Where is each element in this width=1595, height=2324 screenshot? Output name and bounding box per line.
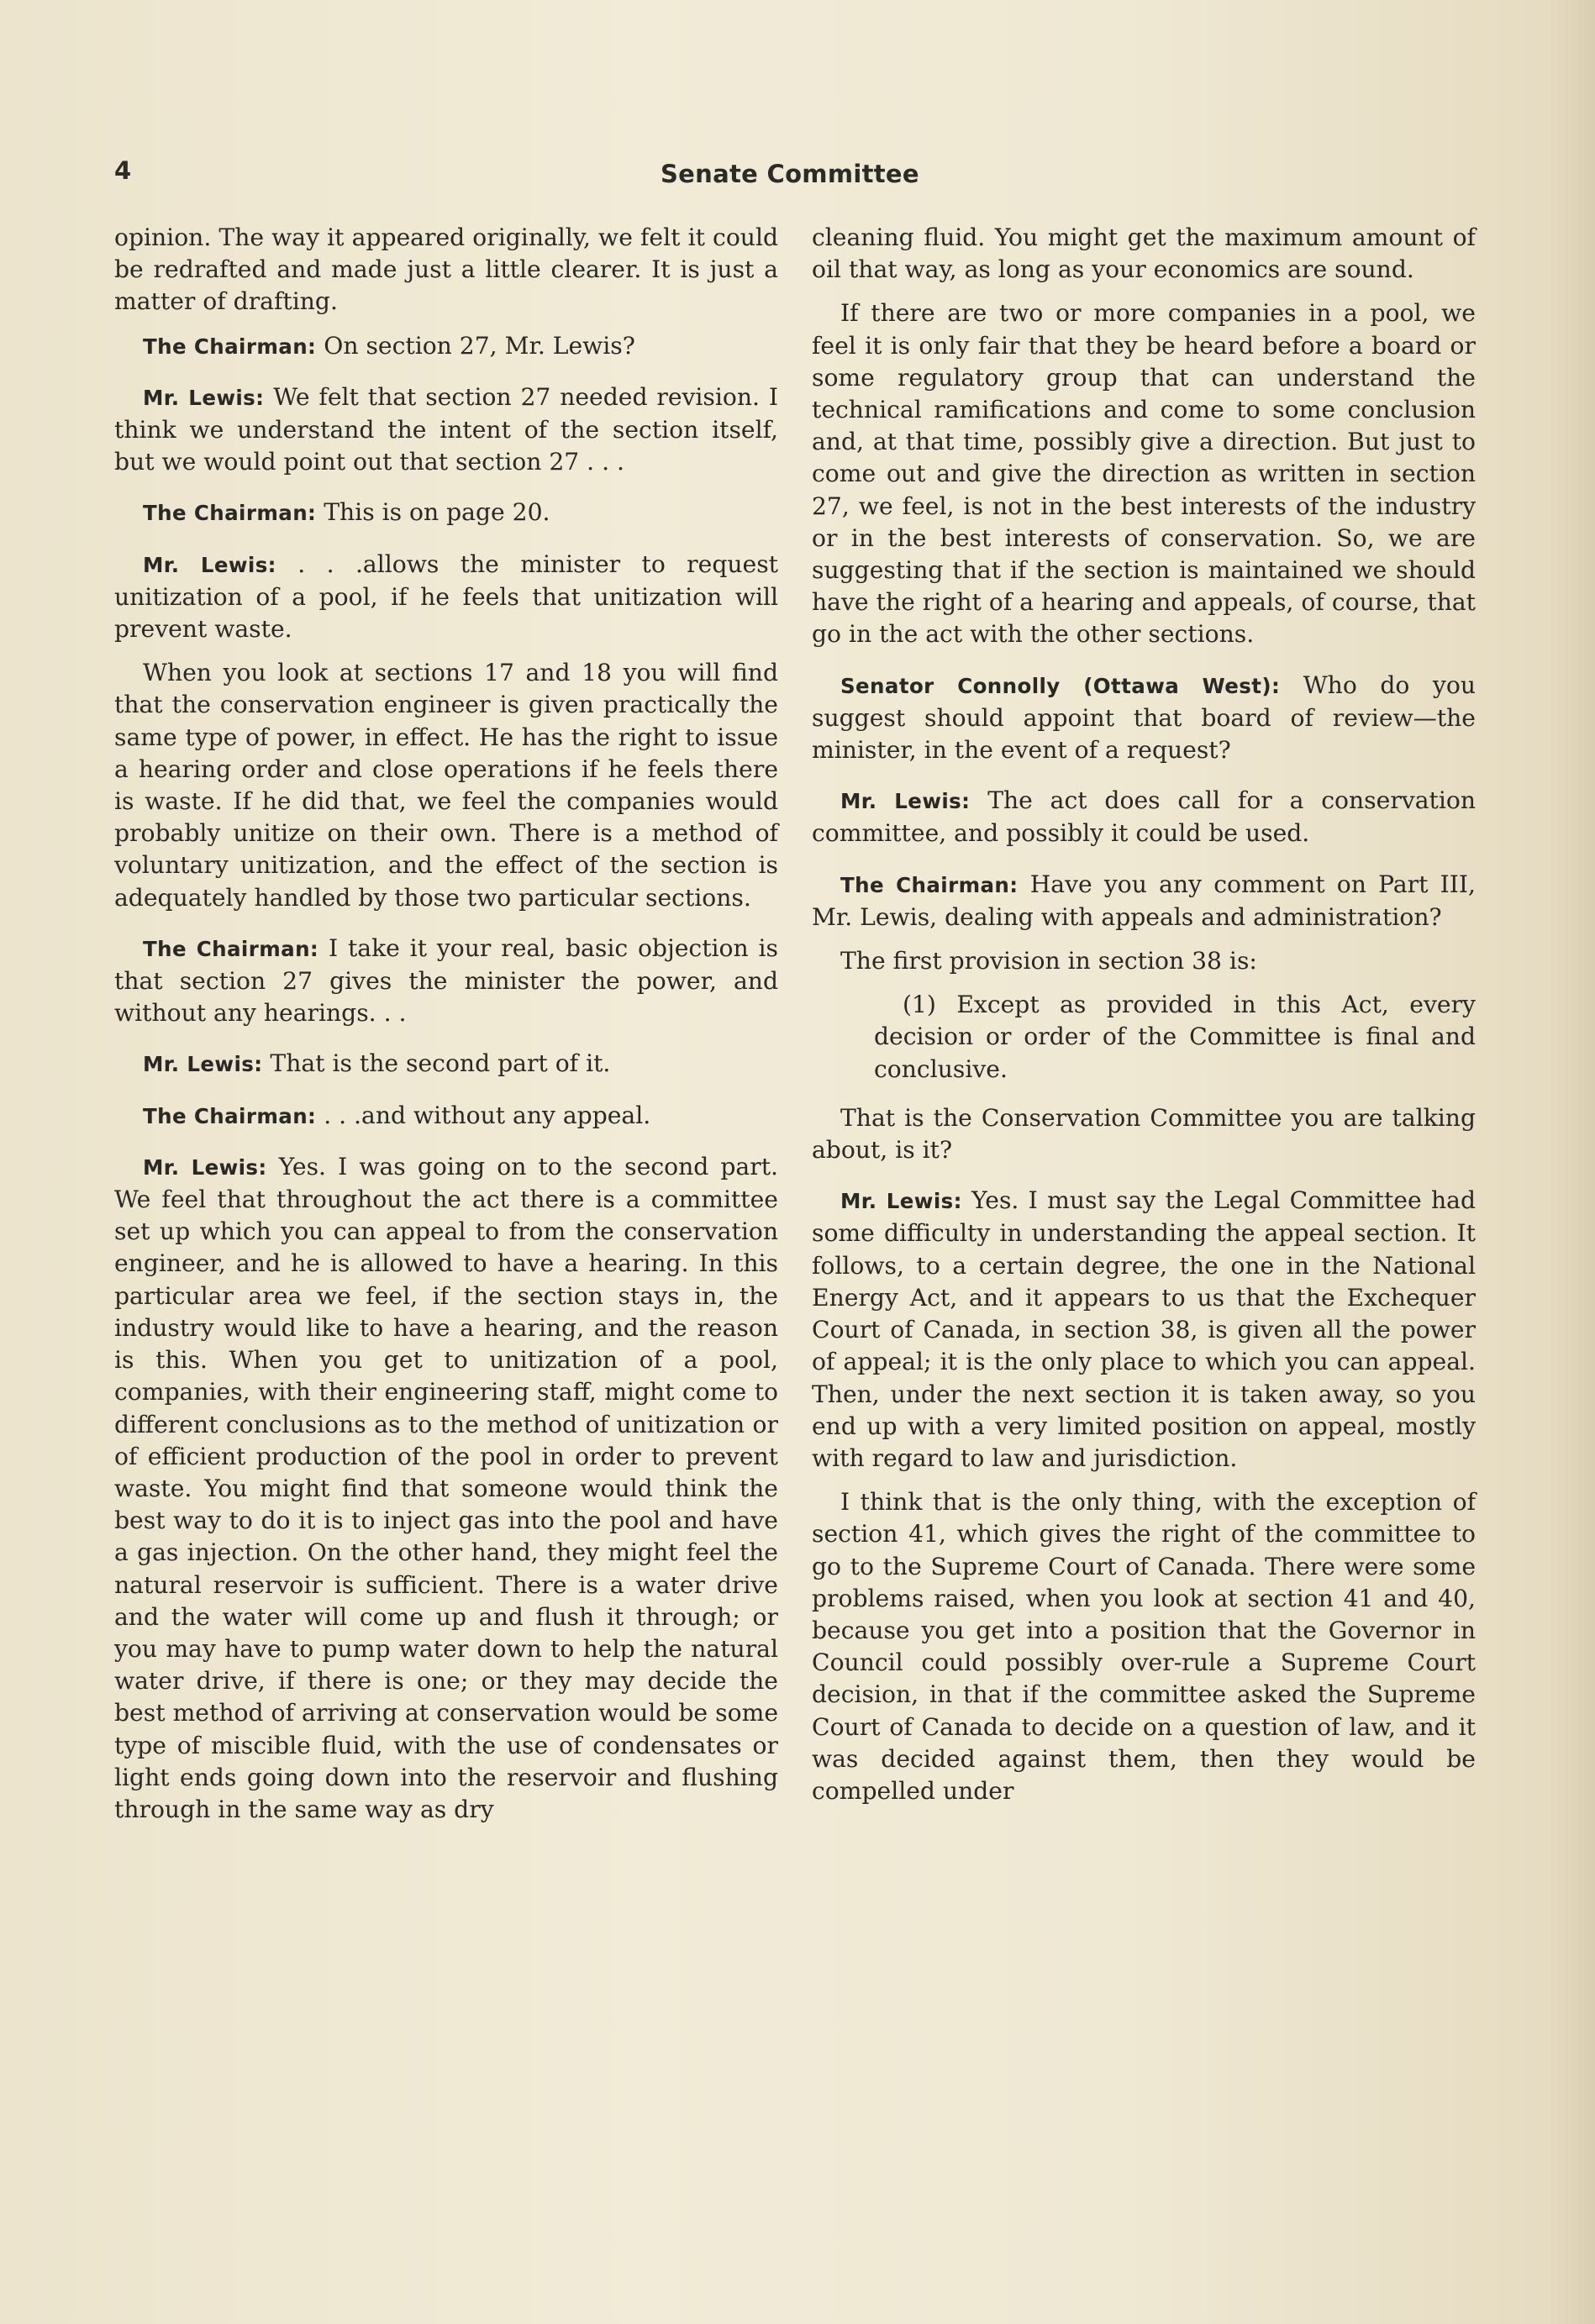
speaker-label: The Chairman: — [143, 501, 317, 526]
paragraph — [812, 297, 1476, 650]
paragraph-text: I think that is the only thing, with the exception of section 41, which gives the right of the committee to go to the Supreme Court of Canada. There were some problems raised, when you look at section 41 and 40, because you get into a position that the Governor in Council could possibly over-rule a Supreme Court decision, in that if the committee asked the Supreme Court of Canada to decide on a question of law, and it was decided against them, then they would be compelled under — [812, 1488, 1476, 1805]
paragraph — [114, 1100, 778, 1133]
paragraph-text: We felt that section 27 needed revision. I think we understand the intent of the section itself, but we would point out that section 27 . . . — [114, 382, 778, 476]
paragraph — [812, 222, 1476, 286]
paragraph-text: Who do you suggest should appoint that board of review—the minister, in the event of a request? — [812, 670, 1476, 765]
paragraph — [812, 1486, 1476, 1807]
page-number: 4 — [114, 156, 132, 185]
paragraph — [812, 1102, 1476, 1166]
paragraph-text: Have you any comment on Part III, Mr. Lewis, dealing with appeals and administration? — [812, 870, 1476, 931]
speaker-label: Senator Connolly (Ottawa West): — [840, 673, 1281, 698]
speaker-label: Mr. Lewis: — [840, 789, 971, 814]
paragraph-text: Yes. I must say the Legal Committee had some difficulty in understanding the appeal section. It follows, to a certain degree, the one in the National Energy Act, and it appears to us that the Exchequer Court of Canada, in section 38, is given all the power of appeal; it is the only place to which you can appeal. Then, under the next section it is taken away, so you end up with a very limited position on appeal, mostly with regard to law and jurisdiction. — [812, 1186, 1476, 1472]
speaker-label: The Chairman: — [840, 872, 1019, 897]
paragraph — [114, 222, 778, 318]
speaker-label: Mr. Lewis: — [143, 552, 276, 577]
paragraph — [114, 497, 778, 529]
speaker-label: The Chairman: — [143, 334, 317, 359]
page-header — [114, 156, 1492, 193]
paragraph-text: opinion. The way it appeared originally, we felt it could be redrafted and made just a little clearer. It is just a matter of drafting. — [114, 223, 778, 316]
paragraph — [812, 785, 1476, 849]
paragraph — [114, 933, 778, 1030]
paragraph-text: cleaning fluid. You might get the maximum amount of oil that way, as long as your economics are sound. — [812, 223, 1476, 284]
paragraph — [114, 1048, 778, 1081]
paragraph — [114, 330, 778, 363]
paragraph — [114, 1151, 778, 1826]
paragraph-text: When you look at sections 17 and 18 you will find that the conservation engineer is given practically the same type of power, in effect. He has the right to issue a hearing order and close operations if he feels there is waste. If he did that, we feel the companies would probably unitize on their own. There is a method of voluntary unitization, and the effect of the section is adequately handled by those two particular sections. — [114, 659, 778, 912]
paragraph — [812, 670, 1476, 767]
speaker-label: Mr. Lewis: — [143, 1154, 267, 1180]
left-column — [114, 222, 778, 1826]
right-column — [812, 222, 1476, 1807]
speaker-label: The Chairman: — [143, 936, 319, 961]
paragraph — [114, 657, 778, 914]
running-head: Senate Committee — [661, 160, 919, 188]
speaker-label: Mr. Lewis: — [143, 1052, 263, 1077]
paragraph-text: I take it your real, basic objection is that section 27 gives the minister the power, and without any hearings. . . — [114, 933, 778, 1028]
paragraph-text: The first provision in section 38 is: — [840, 947, 1257, 975]
paragraph — [114, 381, 778, 479]
quoted-provision — [874, 989, 1476, 1086]
paragraph-text: That is the second part of it. — [270, 1049, 611, 1078]
paragraph-text: That is the Conservation Committee you are talking about, is it? — [812, 1103, 1476, 1165]
paragraph-text: Yes. I was going on to the second part. We feel that throughout the act there is a committee set up which you can appeal to from the conservation engineer, and he is allowed to have a hearing. In this particular area we feel, if the section stays in, the industry would like to have a hearing, and the reason is this. When you get to unitization of a pool, companies, with their engineering staff, might come to different conclusions as to the method of unitization or of efficient production of the pool in order to prevent waste. You might find that someone would think the best way to do it is to inject gas into the pool and have a gas injection. On the other hand, they might feel the natural reservoir is sufficient. There is a water drive and the water will come up and flush it through; or you may have to pump water down to help the natural water drive, if there is one; or they may decide the best method of arriving at conservation would be some type of miscible fluid, with the use of condensates or light ends going down into the reservoir and flushing through in the same way as dry — [114, 1152, 778, 1823]
speaker-label: Mr. Lewis: — [143, 385, 265, 410]
paragraph-text: On section 27, Mr. Lewis? — [324, 331, 635, 360]
paragraph — [812, 869, 1476, 933]
paragraph — [812, 945, 1476, 977]
paragraph-text: (1) Except as provided in this Act, every decision or order of the Committee is final and conclusive. — [874, 991, 1476, 1083]
paragraph-text: . . .allows the minister to request unitization of a pool, if he feels that unitization will prevent waste. — [114, 549, 778, 644]
speaker-label: The Chairman: — [143, 1103, 317, 1128]
paragraph — [114, 549, 778, 646]
paragraph-text: . . .and without any appeal. — [324, 1101, 651, 1129]
paragraph-text: The act does call for a conservation committee, and possibly it could be used. — [812, 786, 1476, 848]
paragraph — [812, 1185, 1476, 1475]
speaker-label: Mr. Lewis: — [840, 1189, 962, 1214]
paragraph-text: This is on page 20. — [324, 498, 550, 527]
paragraph-text: If there are two or more companies in a pool, we feel it is only fair that they be heard before a board or some regulatory group that can understand the technical ramifications and come to some conclusion and, at that time, possibly give a direction. But just to come out and give the direction as written in section 27, we feel, is not in the best interests of the industry or in the best interests of conservation. So, we are suggesting that if the section is maintained we should have the right of a hearing and appeals, of course, that go in the act with the other sections. — [812, 299, 1476, 649]
